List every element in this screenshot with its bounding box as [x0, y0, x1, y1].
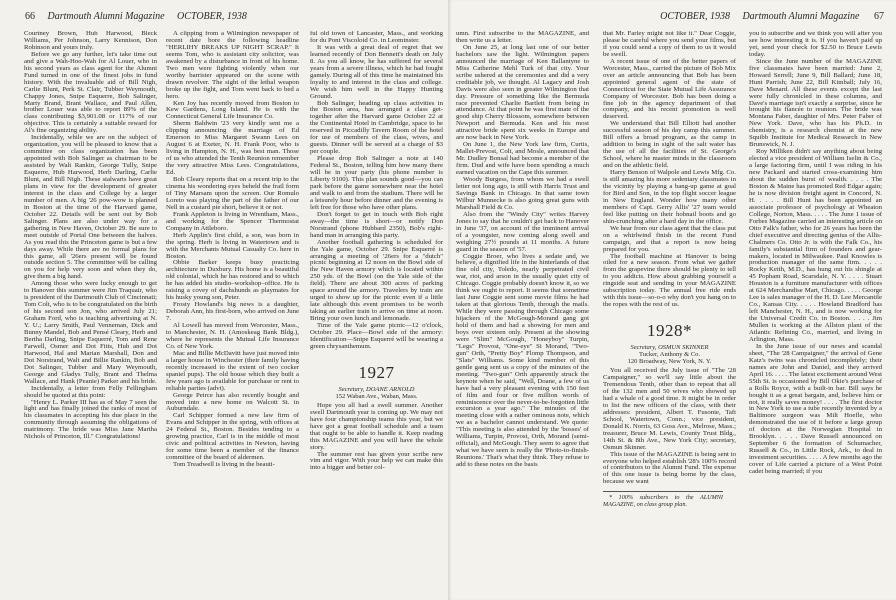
paragraph: Carl Schipper formed a new law firm of Evans and Schipper in the spring, with offices at 24 Federal St., Boston. Besides tending to a growing practice, Carl is in the middle of most civic and political activities in Newton, having for some time been a member of the finance committee of the board of aldermen. — [166, 412, 299, 462]
class-year-heading: 1928* — [647, 321, 692, 341]
paragraph: Hope you all had a swell summer. Another swell Dartmouth year is coming up. We may not have four championship teams this year, but we have got a great football schedule and a team that ought to be able to handle it. Keep reading this MAGAZINE and you will have the whole story. — [310, 401, 443, 451]
running-head-left — [25, 11, 247, 22]
right-page — [448, 0, 896, 600]
paragraph: In the June issue of our news and scandal sheet, "The '28 Campaigner," the arrival of Gene Katz's twins was chronicled incompletely; their names are John and Daniel, and they arrived April 16. . . . . The latest excitement around West 55th St. is occasioned by Bill Okie's purchase of a Rolls Royce, with a built-in bar. Bill says he bought it as a great bargain, and, believe him or not, it really saves money! . . . . The first doctor in New York to use a tube recently invented by a Baltimore surgeon was Milt Hoefle, who demonstrated the use of it before a large group of doctors at the Norwegian Hospital in Brooklyn. . . . . Dave Russell announced on September 6 the formation of Schumacher, Russell & Co., in Little Rock, Ark., to deal in investment securities. . . . . A few months ago the cover of Life carried a picture of a West Point cadet being married; if you — [749, 342, 882, 476]
paragraph: Incidentally, a letter from Felly Fellingham should be quoted at this point: — [24, 384, 157, 399]
text-column — [456, 31, 589, 586]
paragraph: A recent issue of one of the better papers of Worcester, Mass., carried the picture of Bob Mix over an article announcing that Bob has been appointed general agent of the state of Connecticut for the State Mutual Life Assurance Company of Worcester. Bob has been doing a fine job in the agency department of that company, and his recent promotion is well deserved. — [603, 57, 736, 121]
secretary-address: 152 Waban Ave., Waban, Mass. — [335, 392, 418, 400]
text-column — [603, 31, 736, 586]
paragraph: A clipping from a Wilmington newspaper of recent date bore the following headline "HERLIHY BREAKS UP NIGHT SCRAP." It seems Tom, who is assistant city solicitor, was awakened by a disturbance in front of his home. Two men were fighting violently when our worthy barrister appeared on the scene with drawn revolver. The sight of the lethal weapon broke up the fight, and Tom went back to bed a hero. — [166, 31, 299, 100]
paragraph: Sherm Baldwin '23 very kindly sent me a clipping announcing the marriage of Ed Emerson to Miss Margaret Swann Lees on August 6 at Exeter, N. H. Frank Poor, who is living in Hampton, N. H., was best man. Those of us who attended the Tenth Reunion remember the very attractive Miss Lees. Congratulations, Ed. — [166, 120, 299, 177]
paragraph: Among those who were lucky enough to get to Hanover this summer were Jim Traquair, who is president of the Dartmouth Club of Cincinnati; Tom Colt, who is to be congratulated on the birth of his second son Jon, who arrived July 21; Graham Ford, who is teaching advertising at N. Y. U.; Larry Smith, Paul Venneman, Dick and Bunny Mandel, Bob and Pensé Cleary, Herb and Bertha Darling, Snipe Esquerré, Tom and Rene Farwell, Osmer and Dot Fitts, Hub and Dot Harwood, Hal and Marian Marshall, Don and Dot Norstrand, Walt and Billie Rankin, Bob and Dot Salinger, Tubber and Mary Weymouth, George and Gladys Tully, Brant and Thelma Wallace, and Hank (Peanie) Parker and his bride. — [24, 280, 157, 385]
text-column — [310, 31, 443, 586]
paragraph: On June 25, at long last one of our better bachelors saw the light. Wilmington papers announced the marriage of Ken Ballantyne to Miss Catherine Mehl Turk of that city. Your scribe ushered at the ceremonies and did a very creditable job, we thought. Al Lagacy and Josh Davis were also seen in greater Wilmington that day. Pressure of something like the Bermuda race prevented Charlie Bartlett from being in attendance. At that point he was first mate of the good ship Cherry Blossom, somewhere between Newport and Bermuda. Ken and his most attractive bride spent six weeks in Europe and are now back in New York. — [456, 43, 589, 142]
continued-paragraph: that Mr. Farley might not like it." Dear Coggie, please be careful where you send your films, but if you could send a copy of them to us it would be swell. — [603, 31, 736, 58]
class-year-heading: 1927 — [358, 362, 395, 382]
issue-date: OCTOBER, 1938 — [660, 11, 730, 22]
text-column — [749, 31, 882, 586]
issue-date: OCTOBER, 1938 — [177, 11, 247, 22]
paragraph: Please drop Bob Salinger a note at 140 Federal St., Boston, telling him how many there will be in your party (his phone number is Liberty 9100). This plan sounds good—you can park before the game somewhere near the hotel and walk to and from the stadium. There will be a leisurely hour before dinner and the evening is left free for those who have other plans. — [310, 155, 443, 211]
paragraph: On June 1, the New York law firm, Curtis, Mallet-Prevost, Colt, and Mosle, announced that Mr. Dudley Bonsal had become a member of the firm. Dud and wife have been spending a much earned vacation on the Cape this summer. — [456, 141, 589, 177]
paragraph: It was with a great deal of regret that we learned recently of Don Bennett's death on July 8. As you all know, he has suffered for several years from a severe illness, which he had fought gamely. During all of this time he maintained his loyalty to and interest in the class and college. We wish him well in the Happy Hunting Ground. — [310, 43, 443, 100]
paragraph: The football machine at Hanover is being oiled for a new season. From what we gather from the grapevine there should be plenty to tell to you addicts. How about grabbing yourself a ringside seat and sending in your MAGAZINE subscription today. The annual free ride ends with this issue—so-o-o why don't you hang on to the ropes with the rest of us. — [603, 252, 736, 309]
paragraph: Since the June number of the MAGAZINE five classmates have been married: June 2, Howard Serrell; June 9, Bill Ballard; June 18, Hunt Parrish; June 22, Bill Kimball; July 16, Dave Menard. All these events except the last were fully chronicled in these columns, and Dave's marriage isn't exactly a surprise, since he brought his fiancée to reunion. The bride was Montana Faber, daughter of Mrs. Peter Faber of New York. Dave, who has his Ph.D. in chemistry, is a research chemist at the new Squibb Institute for Medical Research in New Brunswick, N. J. — [749, 57, 882, 149]
paragraph: You all received the July issue of "The '28 Campaigner," so we'll say little about the Tremendous Tenth, other than to repeat that all of the 132 men and 50 wives who showed up had a whale of a good time. It might be in order to list the new officers of the class, with their addresses: president, Albert T. Fusonie, Taft School, Watertown, Conn.; vice president, Donald K. Norris, 63 Goss Ave., Melrose, Mass.; treasurer, Bruce M. Lewis, County Trust Bldg., 14th St. & 8th Ave., New York City; secretary, Osmun Skinner. — [603, 367, 736, 451]
running-head-right — [660, 11, 884, 22]
paragraph: "Henry L. Parker III has as of May 7 seen the light and has finally joined the ranks of most of his classmates in accepting his due place in the community through assuming the obligations of matrimony. The bride was Miss Jane Martha Nichols of Princeton, Ill." Congratulations! — [24, 398, 157, 441]
text-column — [24, 31, 157, 586]
paragraph: Another football gathering is scheduled for the Yale game, October 29. Snipe Esquerré is arranging a meeting of '26ers for a "dutch" picnic beginning at 12 noon on the Bowl side of the New Haven armory which is located within 250 yds. of the Bowl (on the Yale side of the field). There are about 300 acres of parking space around the armory. Travelers by train are urged to show up for the picnic even if a little late although this event promises to be worth taking an earlier train to arrive on time at noon. Bring your own lunch and lemonade. — [310, 238, 443, 323]
paragraph: Herb Applin's first child, a son, was born in the spring. Herb is living in Watertown and is with the Merchants Mutual Casualty Co. here in Boston. — [166, 231, 299, 260]
magazine-title: Dartmouth Alumni Magazine — [742, 11, 860, 22]
paragraph: Frank Appleton is living in Wrentham, Mass., and working for the Spencer Thermostat Company in Attleboro. — [166, 210, 299, 232]
paragraph: Frosty Howland's big news is a daughter, Deborah Ann, his first-born, who arrived on June 7. — [166, 301, 299, 323]
paragraph: Ken Joy has recently moved from Boston to Kew Gardens, Long Island. He is with the Connecticut General Life Insurance Co. — [166, 99, 299, 121]
paragraph: Mac and Billie McDavitt have just moved into a larger house in Winchester (their family having recently increased to the extent of two cocker spaniel pups). The old house which they built a few years ago is available for purchase or rent to reliable parties (advt). — [166, 349, 299, 392]
class-secretary: Secretary, DOANE ARNOLD — [338, 385, 415, 393]
paragraph: Bob Cleary reports that on a recent trip to the cinema his wondering eyes beheld the frail form of Tiny Marsam upon the screen. Our Romulo Loreto was playing the part of the father of our Nell in a custard pie short, believe it or not. — [166, 176, 299, 211]
paragraph: Also from the "Windy City" writes Harvey Jones to say that he couldn't get back to Hanover in June '37, on account of the imminent arrival of a youngster, now coming along swell and weighing 27½ pounds at 11 months. A future guard in the season of '57. — [456, 210, 589, 253]
continued-paragraph: umn. First subscribe to the MAGAZINE, and then write us a letter. — [456, 31, 589, 44]
secretary-address: 120 Broadway, New York, N. Y. — [627, 358, 712, 366]
paragraph: Time of the Yale game picnic—12 o'clock, October 29. Place—Bowl side of the armory: Identification—Snipe Esquerré will be wearing a green chrysanthemum. — [310, 322, 443, 350]
paragraph: Incidentally, while we are on the subject of organization, you will be pleased to know that a committee on class organization has been appointed with Bob Salinger as chairman to be assisted by Walt Rankin, George Tully, Snipe Esquerre, Hub Harwood, Herb Darling, Carlie Blunt, and Bill Nigh. These stalwarts have great plans in view for the development of greater interest in the class and College by a larger number of men. A big '26 pow-wow is planned in Boston at the time of the Harvard game, October 22. Details will be sent out by Bob Salinger. Plans are also under way for a gathering in New Haven, October 29. Be sure to meet outside of Portal One between the halves. As you read this the Princeton game is but a few days away. While there are no formal plans for this game, all '26ers present will be found outside section 5. The committee will be calling on you for help very soon and when they do, give them a big hand. — [24, 134, 157, 281]
paragraph: Obbie Barker keeps busy practicing architecture in Duxbury. His home is a beautiful old colonial, which he has restored and to which he has added his studio–workshop–office. He is raising a covey of dachshunds as playmates for his husky young son, Peter. — [166, 259, 299, 302]
page-number: 66 — [25, 11, 35, 22]
paragraph: We hear from our class agent that the class put on a whirlwind finish in the recent Fund campaign, and that a report is now being prepared for you. — [603, 224, 736, 253]
paragraph: Bob Salinger, heading up class activities in the Boston area, has arranged a class get-together after the Harvard game October 22 at the Continental Hotel in Cambridge, space to be reserved in Piccadilly Tavern Room of the hotel for use of members of the class, wives, and guests. Dinner will be served at a charge of $3 per couple. — [310, 99, 443, 156]
continued-paragraph: you to subscribe and we think you will after you see how interesting it is. If you haven't paid up yet, send your check for $2.50 to Bruce Lewis today. — [749, 31, 882, 58]
paragraph: Harry Benson of Walpole and Lewis Mfg. Co. is still amazing his more sedentary classmates in the vicinity by playing a bang-up game at goal for Bird and Son, in the top flight soccer league in New England. Wonder how many other members of Capt. Gerry Allis' '27 team would feel like putting on their hobnail boots and go shin-crunching after a hard day in the office. — [603, 169, 736, 225]
class-secretary: Secretary, OSMUN SKINNER — [630, 344, 709, 352]
paragraph: Coggie Broer, who lives a sedate and, we believe, a dignified life in the hinterlands of that fine old city, Toledo, nearly perpetrated civil war, riot, and arson in the usually quiet city of Chicago. Coggie probably doesn't know it, so we think we ought to report. It seems that sometime last June Coggie sent some movie films he had taken at that glorious Tenth, through the mails. While they were passing through Chicago some hijackers of the McGough-Morand gang got hold of them and had a showing for men and boys over sixteen only. Present at the showing were "Slim" McGough, "Honeyboy" Turpin, "Legs" Provost, "One-eye" Si Morand, "Two-gun" Orth, "Pretty Boy" Flomp Thompson, and "Slats" Williams. Some kind member of this gentle gang sent us a copy of the minutes of the meeting. "Two-gun" Orth apparently struck the keynote when he said, "Well, Doane, a few of us have had a very pleasant evening with 150 feet of film and four or five million words of reminiscence over the never-to-be-forgotten little excursion a year ago." The minutes of the meeting close with a rather ominous note, which we as a bachelor cannot understand. We quote: "This meeting is also attended by the 'bosses' of Williams, Turpin, Provost, Orth, Morand (semi-official), and McGough. They seem to agree that what we have seen is really the 'Photo-to-finish-Reunions.' That's what they think. They refuse to add to these notes on the basis — [456, 252, 589, 469]
paragraph: Woody Burgess, from whom we had a swell letter not long ago, is still with Harris Trust and Savings Bank in Chicago. In that same town Wilbur Munnecke is also going great guns with Marshall Field & Co. — [456, 176, 589, 211]
footnote: * 100% subscribers to the ALUMNI MAGAZINE, on class group plan. — [603, 491, 723, 509]
paragraph: Don't forget to get in touch with Bob right away—the time is short—or notify Don Norstrand (phone Hubbard 2350), Bob's right-hand man in arranging this party. — [310, 210, 443, 239]
continued-paragraph: ful old town of Lancaster, Mass., and working for du Pont Viscoloid Co. in Leominster. — [310, 31, 443, 44]
text-column — [166, 31, 299, 586]
magazine-title: Dartmouth Alumni Magazine — [47, 11, 165, 22]
paragraph: The summer rest has given your scribe new vim and vigor. With your help we can make this into a bigger and better col- — [310, 450, 443, 472]
continued-paragraph: Courtney Brown, Hub Harwood, Bleck Williams, Per Johnson, Larry Kennison, Don Robinson and yours truly. — [24, 31, 157, 51]
page-number: 67 — [874, 11, 884, 22]
paragraph: Al Lowell has moved from Worcester, Mass., to Manchester, N. H. (Amoskeag Bank Bldg.), where he represents the Mutual Life Insurance Co. of New York. — [166, 322, 299, 350]
paragraph: George Peirce has also recently bought and moved into a new home on Walcott St. in Auburndale. — [166, 391, 299, 413]
paragraph: Roy Milliken didn't say anything about being elected a vice president of William Iselin & Co., a large factoring firm, until I was riding in his new Packard and started cross-examining him about the sudden burst of wealth. . . . . The Boston & Maine has promoted Red Edgar again; he is now division freight agent in Concord, N. H. . . . . Bill Hunt has been appointed an associate professor of psychology at Wheaton College, Norton, Mass. . . . . The June 1 issue of Forbes Magazine carried an interesting article on Otto Falk's father, who for 26 years has been the chief executive and directing genius of the Allis-Chalmers Co. Otto Jr. is with the Falk Co., his family's substantial firm of founders and gear-makers, located in Milwaukee. Paul Knowles is production manager of the same firm. . . . . Rocky Keith, M.D., has hung out his shingle at 45 Popham Road, Scarsdale, N. Y. . . . . Stuart Houston is a furniture manufacturer with offices at 624 Merchandise Mart, Chicago. . . . . George Lee is sales manager of the H. D. Lee Mercantile Co., Kansas City. . . . . Howland Bradford has left Manchester, N. H., and is now working for the Universal Credit Co. in Boston. . . . . Jim Mullen is working at the Allston plant of the Atlantic Refining Co., married, and living in Arlington, Mass. — [749, 148, 882, 343]
paragraph: Tom Treadwell is living in the beauti- — [173, 461, 275, 469]
paragraph: Before we go any further, let's take time out and give a Wah-Hoo-Wah for Al Louer, who in his second years as class agent for the Alumni Fund turned in one of the finest jobs in fund history. With the invaluable aid of Bill Nigh, Carlie Blunt, Perk St. Clair, Tubber Weymouth, Chappy Jones, Snipe Esquerre, Bob Salinger, Marty Brand, Brant Wallace, and Paul Allen, brother Louer was able to report 89% of the class contributing $3,901.08 or 117% of our objective. This is certainly a suitable reward for Al's fine organizing ability. — [24, 50, 157, 135]
paragraph: This issue of the MAGAZINE is being sent to everyone who helped establish '28's 100% record of contributors to the Alumni Fund. The expense of this one issue is being borne by the class, because we want — [603, 450, 736, 486]
secretary-address: Tucker, Anthony & Co. — [638, 351, 701, 359]
paragraph: We understand that Bill Elliott had another successful season of his day camp this summer. Bill offers a broad program, as the camp in addition to being in sight of the salt water has the use of all the facilities of St. George's School, where he master minds in the classroom and on the athletic field. — [603, 120, 736, 170]
